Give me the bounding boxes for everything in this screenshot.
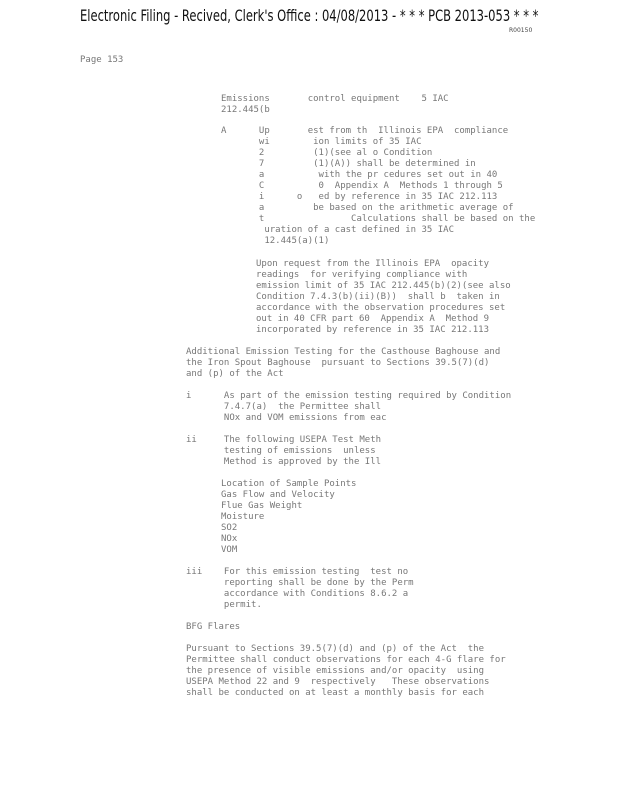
text-line: VOM (221, 545, 238, 555)
text-line: Flue Gas Weight (221, 501, 303, 511)
text-line: accordance with the observation procedures set (256, 303, 506, 313)
text-line: 212.445(b (221, 105, 270, 115)
text-line: wi ion limits of 35 IAC (221, 137, 422, 147)
text-line: emission limit of 35 IAC 212.445(b)(2)(see also (256, 281, 511, 291)
text-line: testing of emissions unless (186, 446, 376, 456)
text-line: Condition 7.4.3(b)(ii)(B)) shall b taken in (256, 292, 500, 302)
text-line: ii The following USEPA Test Meth (186, 435, 382, 445)
text-block-b9 (186, 622, 240, 633)
text-line: Pursuant to Sections 39.5(7)(d) and (p) of the Act the (186, 644, 485, 654)
text-line: a be based on the arithmetic average of (221, 203, 514, 213)
text-block-b5 (186, 391, 511, 424)
text-line: Upon request from the Illinois EPA opacity (256, 259, 489, 269)
text-line: t Calculations shall be based on the (221, 214, 536, 224)
text-line: readings for verifying compliance with (256, 270, 468, 280)
filing-stamp-header: Electronic Filing - Recived, Clerk's Office : 04/08/2013 - * * * PCB 2013-053 * * * (80, 6, 539, 25)
text-block-b7 (221, 479, 356, 556)
text-block-b8 (186, 567, 414, 611)
text-block-b6 (186, 435, 381, 468)
text-line: accordance with Conditions 8.6.2 a (186, 589, 409, 599)
text-line: 7.4.7(a) the Permittee shall (186, 402, 382, 412)
text-line: BFG Flares (186, 622, 241, 632)
text-line: Emissions control equipment 5 IAC (221, 94, 449, 104)
text-line: Additional Emission Testing for the Casthouse Baghouse and (186, 347, 501, 357)
text-line: i o ed by reference in 35 IAC 212.113 (221, 192, 498, 202)
text-block-b3 (256, 259, 511, 336)
text-line: Moisture (221, 512, 265, 522)
text-line: NOx and VOM emissions from eac (186, 413, 387, 423)
text-line: 2 (1)(see al o Condition (221, 148, 433, 158)
text-line: iii For this emission testing test no (186, 567, 409, 577)
page-id: R00150 (509, 27, 533, 34)
text-line: shall be conducted on at least a monthly basis for each (186, 688, 485, 698)
text-line: the Iron Spout Baghouse pursuant to Sections 39.5(7)(d) (186, 358, 490, 368)
text-line: Permittee shall conduct observations for each 4-G flare for (186, 655, 506, 665)
text-line: C 0 Appendix A Methods 1 through 5 (221, 181, 503, 191)
text-line: A Up est from th Illinois EPA compliance (221, 126, 509, 136)
text-line: SO2 (221, 523, 238, 533)
text-line: i As part of the emission testing required by Condition (186, 391, 512, 401)
text-line: permit. (186, 600, 262, 610)
text-block-b4 (186, 347, 500, 380)
text-line: out in 40 CFR part 60 Appendix A Method 9 (256, 314, 489, 324)
text-line: uration of a cast defined in 35 IAC (221, 225, 454, 235)
text-line: the presence of visible emissions and/or opacity using (186, 666, 485, 676)
text-line: and (p) of the Act (186, 369, 284, 379)
text-block-b2 (221, 126, 535, 247)
text-block-b10 (186, 644, 506, 699)
text-line: incorporated by reference in 35 IAC 212.113 (256, 325, 489, 335)
text-line: Location of Sample Points (221, 479, 357, 489)
text-line: a with the pr cedures set out in 40 (221, 170, 498, 180)
text-line: Method is approved by the Ill (186, 457, 382, 467)
text-line: USEPA Method 22 and 9 respectively These observations (186, 677, 490, 687)
text-line: reporting shall be done by the Perm (186, 578, 414, 588)
text-line: 12.445(a)(1) (221, 236, 330, 246)
text-line: Gas Flow and Velocity (221, 490, 335, 500)
text-line: NOx (221, 534, 238, 544)
page-number: Page 153 (80, 55, 124, 65)
text-block-b1 (221, 94, 449, 116)
text-line: 7 (1)(A)) shall be determined in (221, 159, 476, 169)
